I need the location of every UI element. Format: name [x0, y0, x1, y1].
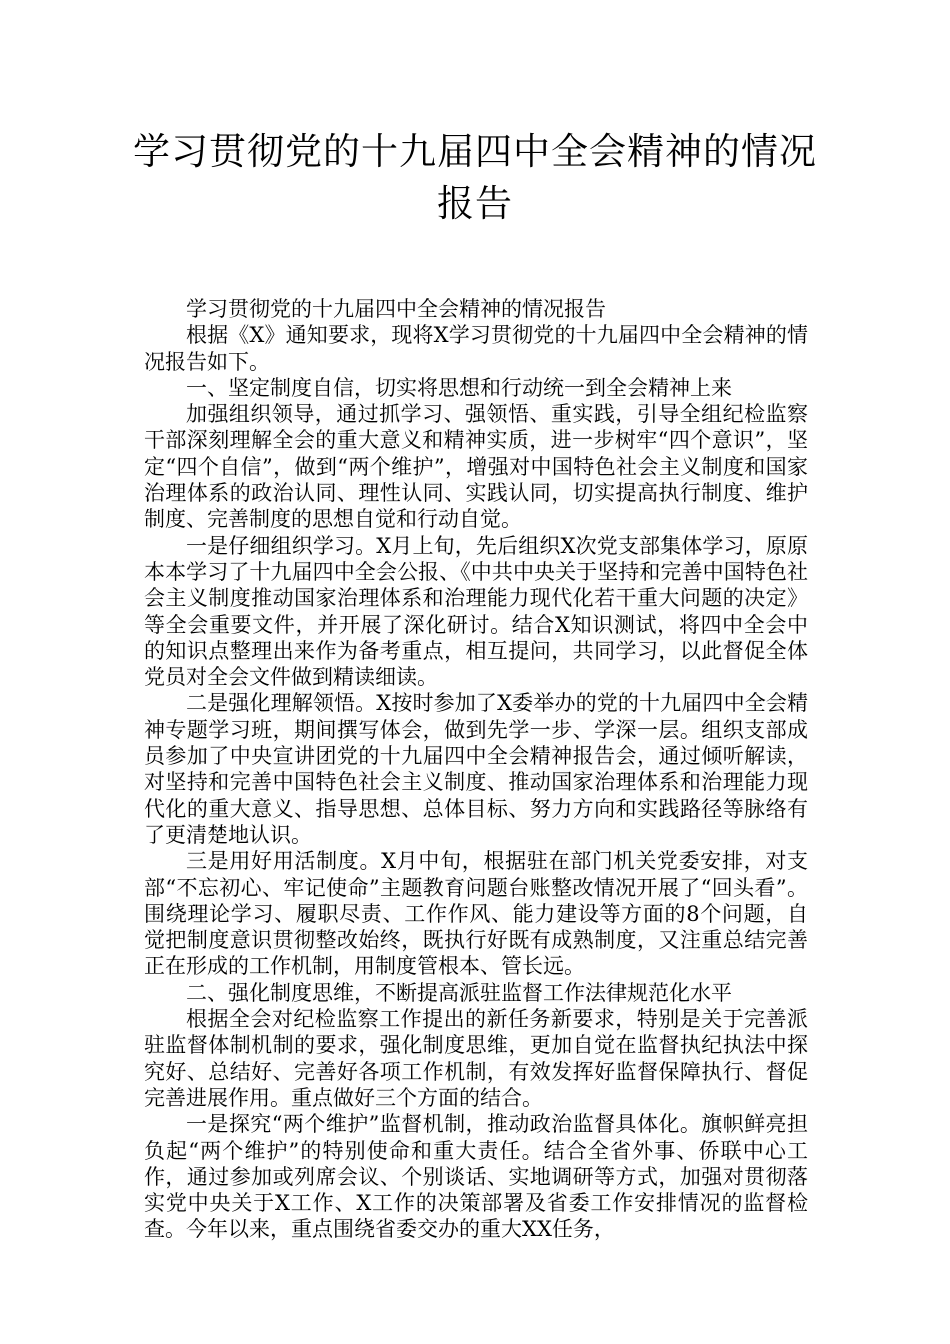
body-paragraph: 加强组织领导，通过抓学习、强领悟、重实践，引导全组纪检监察干部深刻理解全会的重大意义和精神实质，进一步树牢“四个意识”，坚定“四个自信”，做到“两个维护”，增强对中国特色社会主义制度和国家治理体系的政治认同、理性认同、实践认同，切实提高执行制度、维护制度、完善制度的思想自觉和行动自觉。 [144, 402, 808, 532]
section-heading: 二、强化制度思维，不断提高派驻监督工作法律规范化水平 [186, 980, 732, 1005]
body-paragraph: 根据《X》通知要求，现将X学习贯彻党的十九届四中全会精神的情况报告如下。 [144, 323, 808, 374]
body-subtitle: 学习贯彻党的十九届四中全会精神的情况报告 [186, 297, 606, 321]
body-paragraph: 一是探究“两个维护”监督机制，推动政治监督具体化。旗帜鲜亮担负起“两个维护”的特别使命和重大责任。结合全省外事、侨联中心工作，通过参加或列席会议、个别谈话、实地调研等方式，加强对贯彻落实党中央关于X工作、X工作的决策部署及省委工作安排情况的监督检查。今年以来，重点围绕省委交办的重大XX任务， [144, 1112, 808, 1242]
document-title: 学习贯彻党的十九届四中全会精神的情况报告 [133, 130, 817, 225]
body-paragraph: 三是用好用活制度。X月中旬，根据驻在部门机关党委安排，对支部“不忘初心、牢记使命”主题教育问题台账整改情况开展了“回头看”。围绕理论学习、履职尽责、工作作风、能力建设等方面的8个问题，自觉把制度意识贯彻整改始终，既执行好既有成熟制度，又注重总结完善正在形成的工作机制，用制度管根本、管长远。 [144, 849, 808, 979]
document-body [144, 296, 808, 1243]
body-paragraph: 二是强化理解领悟。X按时参加了X委举办的党的十九届四中全会精神专题学习班，期间撰写体会，做到先学一步、学深一层。组织支部成员参加了中央宣讲团党的十九届四中全会精神报告会，通过倾听解读，对坚持和完善中国特色社会主义制度、推动国家治理体系和治理能力现代化的重大意义、指导思想、总体目标、努力方向和实践路径等脉络有了更清楚地认识。 [144, 691, 808, 847]
body-paragraph: 一是仔细组织学习。X月上旬，先后组织X次党支部集体学习，原原本本学习了十九届四中全会公报、《中共中央关于坚持和完善中国特色社会主义制度推动国家治理体系和治理能力现代化若干重大问题的决定》等全会重要文件，并开展了深化研讨。结合X知识测试，将四中全会中的知识点整理出来作为备考重点，相互提问，共同学习，以此督促全体党员对全会文件做到精读细读。 [144, 533, 808, 690]
section-heading: 一、坚定制度自信，切实将思想和行动统一到全会精神上来 [186, 375, 732, 400]
body-paragraph: 根据全会对纪检监察工作提出的新任务新要求，特别是关于完善派驻监督体制机制的要求，强化制度思维，更加自觉在监督执纪执法中探究好、总结好、完善好各项工作机制，有效发挥好监督保障执行、督促完善进展作用。重点做好三个方面的结合。 [144, 1007, 808, 1110]
